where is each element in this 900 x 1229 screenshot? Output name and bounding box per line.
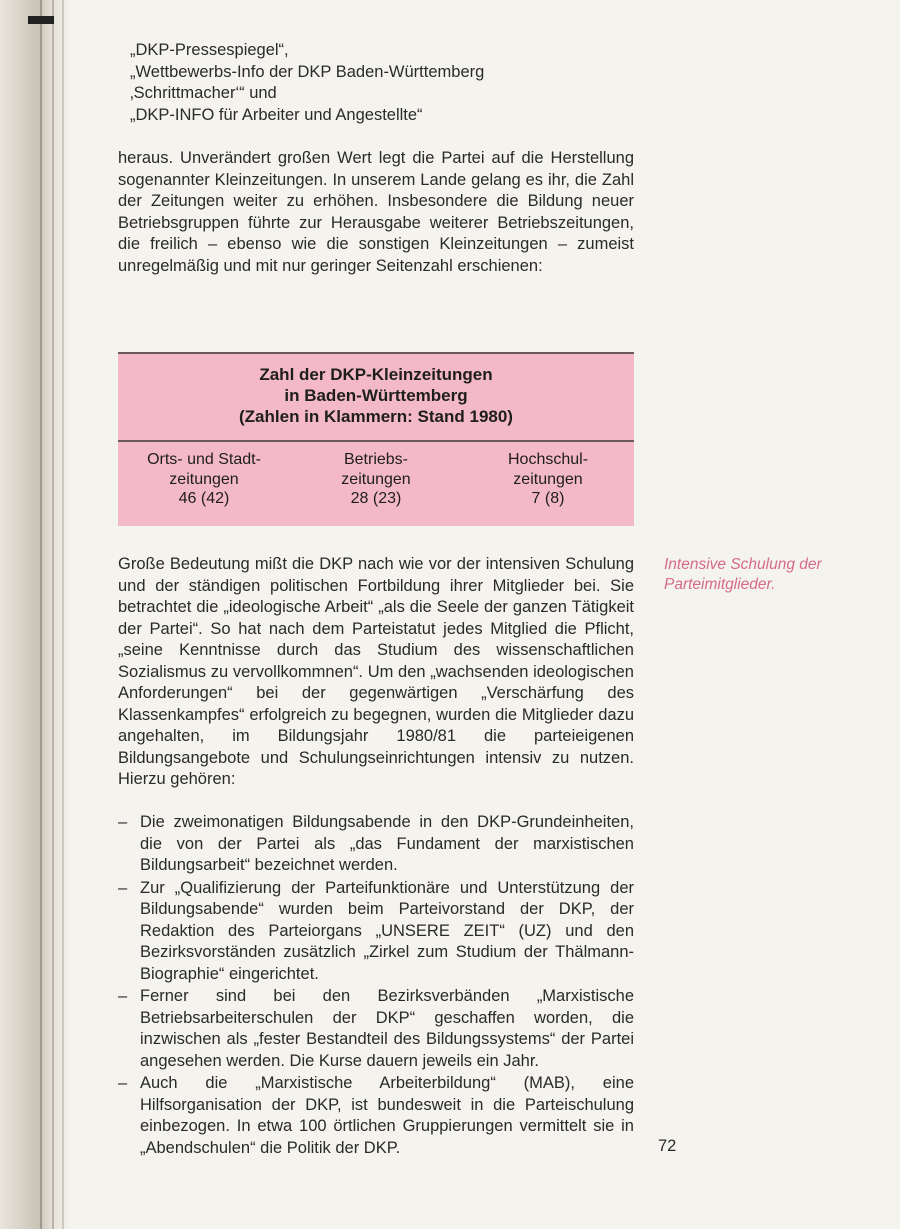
table-column-company	[290, 450, 462, 509]
publication-item: ‚Schrittmacher‘“ und	[130, 84, 277, 102]
table-title-line: Zahl der DKP-Kleinzeitungen	[259, 365, 493, 384]
column-value: 7 (8)	[531, 490, 565, 507]
bullet-text: Die zweimonatigen Bildungsabende in den DKP-Grundeinheiten, die von der Partei als „das Fundament der marxistischen Bildungsarbeit“ bezeichnet werden.	[140, 813, 634, 874]
column-header: Hochschul-	[507, 451, 589, 468]
binding-line	[52, 0, 54, 1229]
page-number: 72	[658, 1137, 677, 1155]
table-column-local	[118, 450, 290, 509]
bullet-dash: –	[118, 987, 128, 1005]
table-column-university	[462, 450, 634, 509]
table-title-line: in Baden-Württemberg	[284, 386, 468, 405]
bullet-dash: –	[118, 813, 128, 831]
binding-line	[40, 0, 42, 1229]
bullet-item	[118, 878, 634, 986]
publication-list	[130, 40, 630, 126]
publication-item: „DKP-Pressespiegel“,	[130, 41, 289, 59]
column-value: 46 (42)	[178, 490, 230, 507]
column-header: zeitungen	[169, 470, 239, 488]
binding-line	[62, 0, 64, 1229]
bullet-dash: –	[118, 1074, 128, 1092]
bullet-text: Zur „Qualifizierung der Parteifunktionäre und Unterstützung der Bildungsabende“ wurden beim Parteivorstand der DKP, der Redaktion des Parteiorgans „UNSERE ZEIT“ (UZ) und den Bezirksvorständen zusätzlich „Zirkel zum Studium der Thälmann-Biographie“ eingerichtet.	[140, 878, 634, 983]
column-value: 28 (23)	[350, 490, 402, 507]
bullet-text: Ferner sind bei den Bezirksverbänden „Marxistische Betriebsarbeiterschulen der DKP“ geschaffen worden, die inzwischen als „fester Bestandteil des Bildungssystems“ der Partei angesehen werden. Die Kurse dauern jeweils ein Jahr.	[140, 987, 634, 1070]
bullet-list	[118, 812, 634, 1160]
bullet-dash: –	[118, 878, 128, 897]
book-binding	[0, 0, 70, 1229]
table-title	[118, 364, 634, 427]
bullet-item	[118, 1073, 634, 1159]
column-header: Orts- und Stadt-	[147, 451, 261, 468]
publication-item: „DKP-INFO für Arbeiter und Angestellte“	[130, 105, 423, 124]
margin-note: Intensive Schulung der Parteimitglieder.	[664, 556, 822, 593]
newspaper-count-table	[118, 352, 634, 526]
main-paragraph: Große Bedeutung mißt die DKP nach wie vor der intensiven Schulung und der ständigen politischen Fortbildung ihrer Mitglieder bei. Sie betrachtet die „ideologische Arbeit“ „als die Seele der ganzen Tätigkeit der Partei“. So hat nach dem Parteistatut jedes Mitglied die Pflicht, „seine Kenntnisse durch das Studium des wissenschaftlichen Sozialismus zu vervollkommnen“. Um den „wachsenden ideologischen Anforderungen“ bei der gegenwärtigen „Verschärfung des Klassenkampfes“ erfolgreich zu begegnen, wurden die Mitglieder dazu angehalten, im Bildungsjahr 1980/81 die parteieigenen Bildungsangebote und Schulungseinrichtungen intensiv zu nutzen. Hierzu gehören:	[118, 555, 634, 788]
bullet-item	[118, 986, 634, 1072]
publication-item: „Wettbewerbs-Info der DKP Baden-Württemberg	[130, 62, 485, 81]
bullet-text: Auch die „Marxistische Arbeiterbildung“ (MAB), eine Hilfsorganisation der DKP, ist bundesweit in die Parteischulung einbezogen. In etwa 100 örtlichen Gruppierungen vermittelt sie in „Abendschulen“ die Politik der DKP.	[140, 1074, 634, 1157]
intro-paragraph: heraus. Unverändert großen Wert legt die Partei auf die Herstellung sogenannter Kleinzeitungen. In unserem Lande gelang es ihr, die Zahl der Zeitungen weiter zu erhöhen. Insbesondere die Bildung neuer Betriebsgruppen führte zur Herausgabe weiterer Betriebszeitungen, die freilich – ebenso wie die sonstigen Kleinzeitungen – zumeist unregelmäßig und mit nur geringer Seitenzahl erschienen:	[118, 149, 634, 275]
table-divider	[118, 440, 634, 442]
bullet-item	[118, 812, 634, 877]
table-title-line: (Zahlen in Klammern: Stand 1980)	[239, 407, 513, 426]
corner-mark	[28, 16, 54, 24]
column-header: Betriebs-	[343, 451, 409, 468]
column-header: zeitungen	[341, 470, 411, 488]
column-header: zeitungen	[513, 470, 583, 488]
